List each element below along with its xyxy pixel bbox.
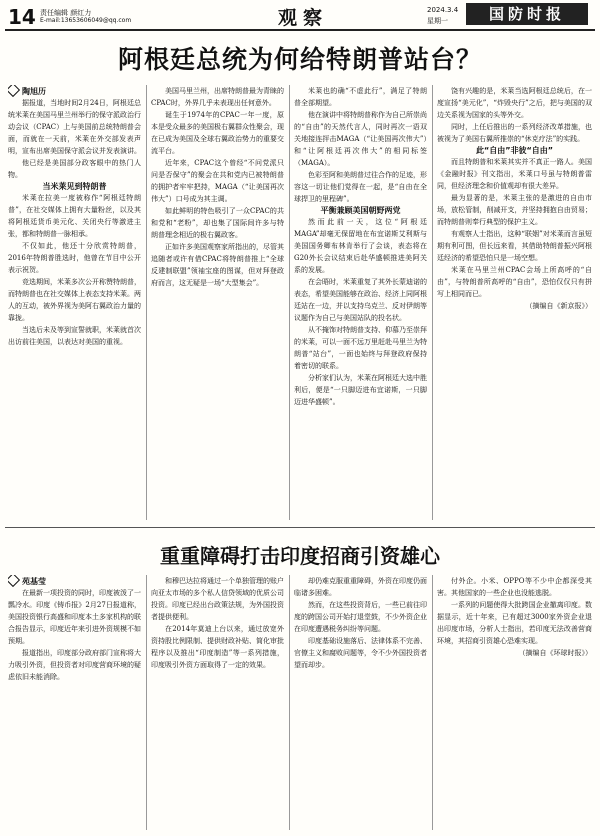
article2-column-4 (437, 575, 592, 830)
paragraph: 不仅如此，他还十分欣赏特朗普，2016年特朗普胜选时，他曾在节目中公开表示祝贺。 (8, 242, 141, 274)
paragraph: 他已经是美国部分政客眼中的热门人物。 (8, 159, 141, 179)
paragraph: 饶有兴趣的是，米莱当选阿根廷总统后，在一度宣扬“美元化”，“炸毁央行”之后，把与美国的双边关系视为国家的头等外交。 (437, 87, 592, 119)
article2-column-3 (294, 575, 427, 830)
paragraph: 印度基础设施落后、法律体系不完善、官僚主义和腐败问题等，令不少外国投资者望而却步。 (294, 637, 427, 669)
paragraph: 据报道，当地时间2月24日，阿根廷总统米莱在美国马里兰州举行的保守派政治行动会议（CPAC）上与美国前总统特朗普会面，而就在一天前，米莱在外交部发表声明，宣布出席美国保守派会议并发表演讲。 (8, 99, 141, 155)
article2-source: （摘编自《环球时报》） (518, 649, 592, 657)
column-divider (432, 575, 433, 830)
paragraph: 在最新一项投资的同时，印度被泼了一瓢冷水。印度《铸币报》2月27日报道称，美国投资银行高盛和印度本土多家机构的联合报告显示，印度近年来引进外资规模不如预期。 (8, 589, 141, 645)
paragraph: 他在演讲中将特朗普称作为自己所崇尚的“自由”的天然代言人，同时再次一语双关地接连抨击MAGA（“让美国再次伟大”）和“让阿根廷再次伟大”的相同标签（MAGA）。 (294, 111, 427, 167)
paragraph: 和穆巴达拉将通过一个单独管理的账户向亚太市场的多个私人信贷领域的优质公司投资。印度已经出台政策法规，为外国投资者提供便利。 (151, 577, 284, 621)
paragraph: 一系列的问题使得大批跨国企业撤离印度。数据显示，近十年来，已有超过3000家外资企业退出印度市场，分析人士指出，若印度无法改善营商环境，其招商引资雄心恐难实现。 (437, 601, 592, 645)
header-rule (5, 29, 595, 31)
column-divider (146, 85, 147, 520)
issue-date: 2024.3.4 (427, 6, 459, 14)
article1-headline: 阿根廷总统为何给特朗普站台？ (117, 45, 482, 74)
masthead-logo: 国防时报 (466, 3, 588, 25)
paragraph: 却仍难克服重重障碍，外资在印度仍面临诸多困难。 (294, 577, 427, 597)
article1-column-4 (437, 85, 592, 520)
paragraph: 最为显著的是，米莱主张的是激进的自由市场，放松管制，削减开支，并坚持拥抱自由贸易；而特朗普则奉行典型的保护主义。 (437, 194, 592, 226)
paragraph: 然而此前一天，这位“阿根廷MAGA”却毫无保留地在布宜诺斯艾利斯与美国国务卿布林肯举行了会谈，表态将在G20外长会议结束后赴华盛顿推进美阿关系的发展。 (294, 218, 427, 274)
page-header (0, 0, 600, 30)
article1-byline-text: 陶旭历 (22, 87, 46, 96)
paragraph: 如此鲜明的特色吸引了一众CPAC的共和党和“老粉”，却也集了国际间许多与特朗普理念相近的极右翼政客。 (151, 207, 284, 239)
column-divider (289, 85, 290, 520)
paragraph: 在2014年莫迪上台以来，通过放宽外资持股比例限制、提供财政补贴、简化审批程序以及推出“印度制造”等一系列措施，印度吸引外资方面取得了一定的效果。 (151, 625, 284, 669)
paragraph: 在会晤时，米莱重复了其外长蒙迪诺的表态，希望美国能够在政治、经济上同阿根廷站在一边，并以支持乌克兰、反对伊朗等议题作为自己与美国站队的投名状。 (294, 278, 427, 322)
page-number: 14 (8, 5, 36, 29)
pen-icon (8, 575, 20, 587)
paragraph: 同时，上任后推出的一系列经济改革措施，也被视为了美国右翼所推崇的“休克疗法”的实践。 (437, 123, 592, 143)
article2-byline-text: 苑基莹 (22, 577, 46, 586)
paragraph: 有观察人士指出，这种“联姻”对米莱而言虽短期有利可图，但长远来看，其借助特朗普振兴阿根廷经济的希望恐怕只是一场空想。 (437, 230, 592, 262)
paragraph: 米莱在马里兰州CPAC会场上所高呼的“自由”，与特朗普所高呼的“自由”，恐怕仅仅只有拼写上相同而已。 (437, 266, 592, 298)
section-title: 观察 (278, 7, 329, 29)
column-divider (146, 575, 147, 830)
article1-column-3 (294, 85, 427, 520)
paragraph: 米莱在拉美一度被称作“阿根廷特朗普”，在社交媒体上拥有大量粉丝，以及其将阿根廷货币美元化、关闭央行等激进主张，都和特朗普一脉相承。 (8, 194, 141, 238)
paragraph: 近年来，CPAC这个曾经“不问党派只问是否保守”的聚会在共和党内已被特朗普的拥护者牢牢把持，MAGA（“让美国再次伟大”）口号成为其主调。 (151, 159, 284, 203)
article2-column-2 (151, 575, 284, 830)
paragraph: 然而，在这些投资背后，一些已前往印度的跨国公司开始打退堂鼓，不少外资企业在印度遭遇税务纠纷等问题。 (294, 601, 427, 633)
paragraph: 美国马里兰州，出席特朗普最为青睐的CPAC时，外界几乎未表现出任何意外。 (151, 87, 284, 107)
paragraph: 正如许多美国观察家所指出的，尽管其追随者或许有借CPAC将特朗普推上“全球反建制联盟”领袖宝座的图谋，但对拜登政府而言，这无疑是一场“大型集会”。 (151, 243, 284, 287)
article1-source: （摘编自《新京报》） (525, 302, 592, 310)
article1-byline (8, 85, 141, 97)
article1-column-2 (151, 85, 284, 520)
issue-weekday: 星期一 (427, 17, 448, 25)
editor-credit: 责任编辑 颜红力 (40, 9, 92, 17)
article1-column-1 (8, 85, 141, 520)
subheading: 平衡兼顾美国朝野两党 (320, 206, 401, 215)
article2-column-1 (8, 575, 141, 830)
paragraph: 诞生于1974年的CPAC一年一度，原本是受众最多的美国极右翼群众性聚会，现在已成为美国及全球右翼政治势力的重要交流平台。 (151, 111, 284, 155)
paragraph: 而且特朗普和米莱其实并不真正一路人。美国《金融时报》刊文指出，米莱口号虽与特朗普雷同，但经济理念和价值观却有很大差异。 (437, 158, 592, 190)
paragraph: 分析家们认为，米莱在阿根廷大选中胜利后，便是“一只脚迈进布宜诺斯，一只脚迈进华盛顿”。 (294, 374, 427, 406)
subheading: 此“自由”非彼“自由” (475, 146, 554, 155)
column-divider (289, 575, 290, 830)
paragraph: 米莱也的确“不虚此行”，满足了特朗普全部期望。 (294, 87, 427, 107)
article2-headline: 重重障碍打击印度招商引资雄心 (160, 544, 440, 568)
article2-byline (8, 575, 141, 587)
article-separator (5, 527, 595, 528)
paragraph: 报道指出，印度部分政府部门宣称将大力吸引外资，但投资者对印度营商环境的疑虑依旧未能消除。 (8, 649, 141, 681)
column-divider (432, 85, 433, 520)
pen-icon (8, 85, 20, 97)
paragraph: 竞选期间，米莱多次公开称赞特朗普，而特朗普也在社交媒体上表态支持米莱。两人的互动，被外界视为美阿右翼政治力量的靠拢。 (8, 278, 141, 322)
subheading: 当米莱见到特朗普 (42, 182, 107, 191)
paragraph: 付外企。小米、OPPO等不少中企都深受其害。其他国家的一些企业也没能逃脱。 (437, 577, 592, 597)
editor-email: E-mail:13653606049@qq.com (40, 17, 132, 24)
paragraph: 色彩至阿和美朗普过往合作的足迹，形容这一切让他们觉得在一起，是“自由在全球捍卫的里程碑”。 (294, 171, 427, 203)
paragraph: 从不掩饰对特朗普支持、仰慕乃至崇拜的米莱，可以一面不远万里赶赴马里兰为特朗普“站台”，一面也始终与拜登政府保持着密切的联系。 (294, 326, 427, 370)
paragraph: 当选后未及等到宣誓就职，米莱就首次出访前往美国，以表达对美国的重视。 (8, 326, 141, 346)
